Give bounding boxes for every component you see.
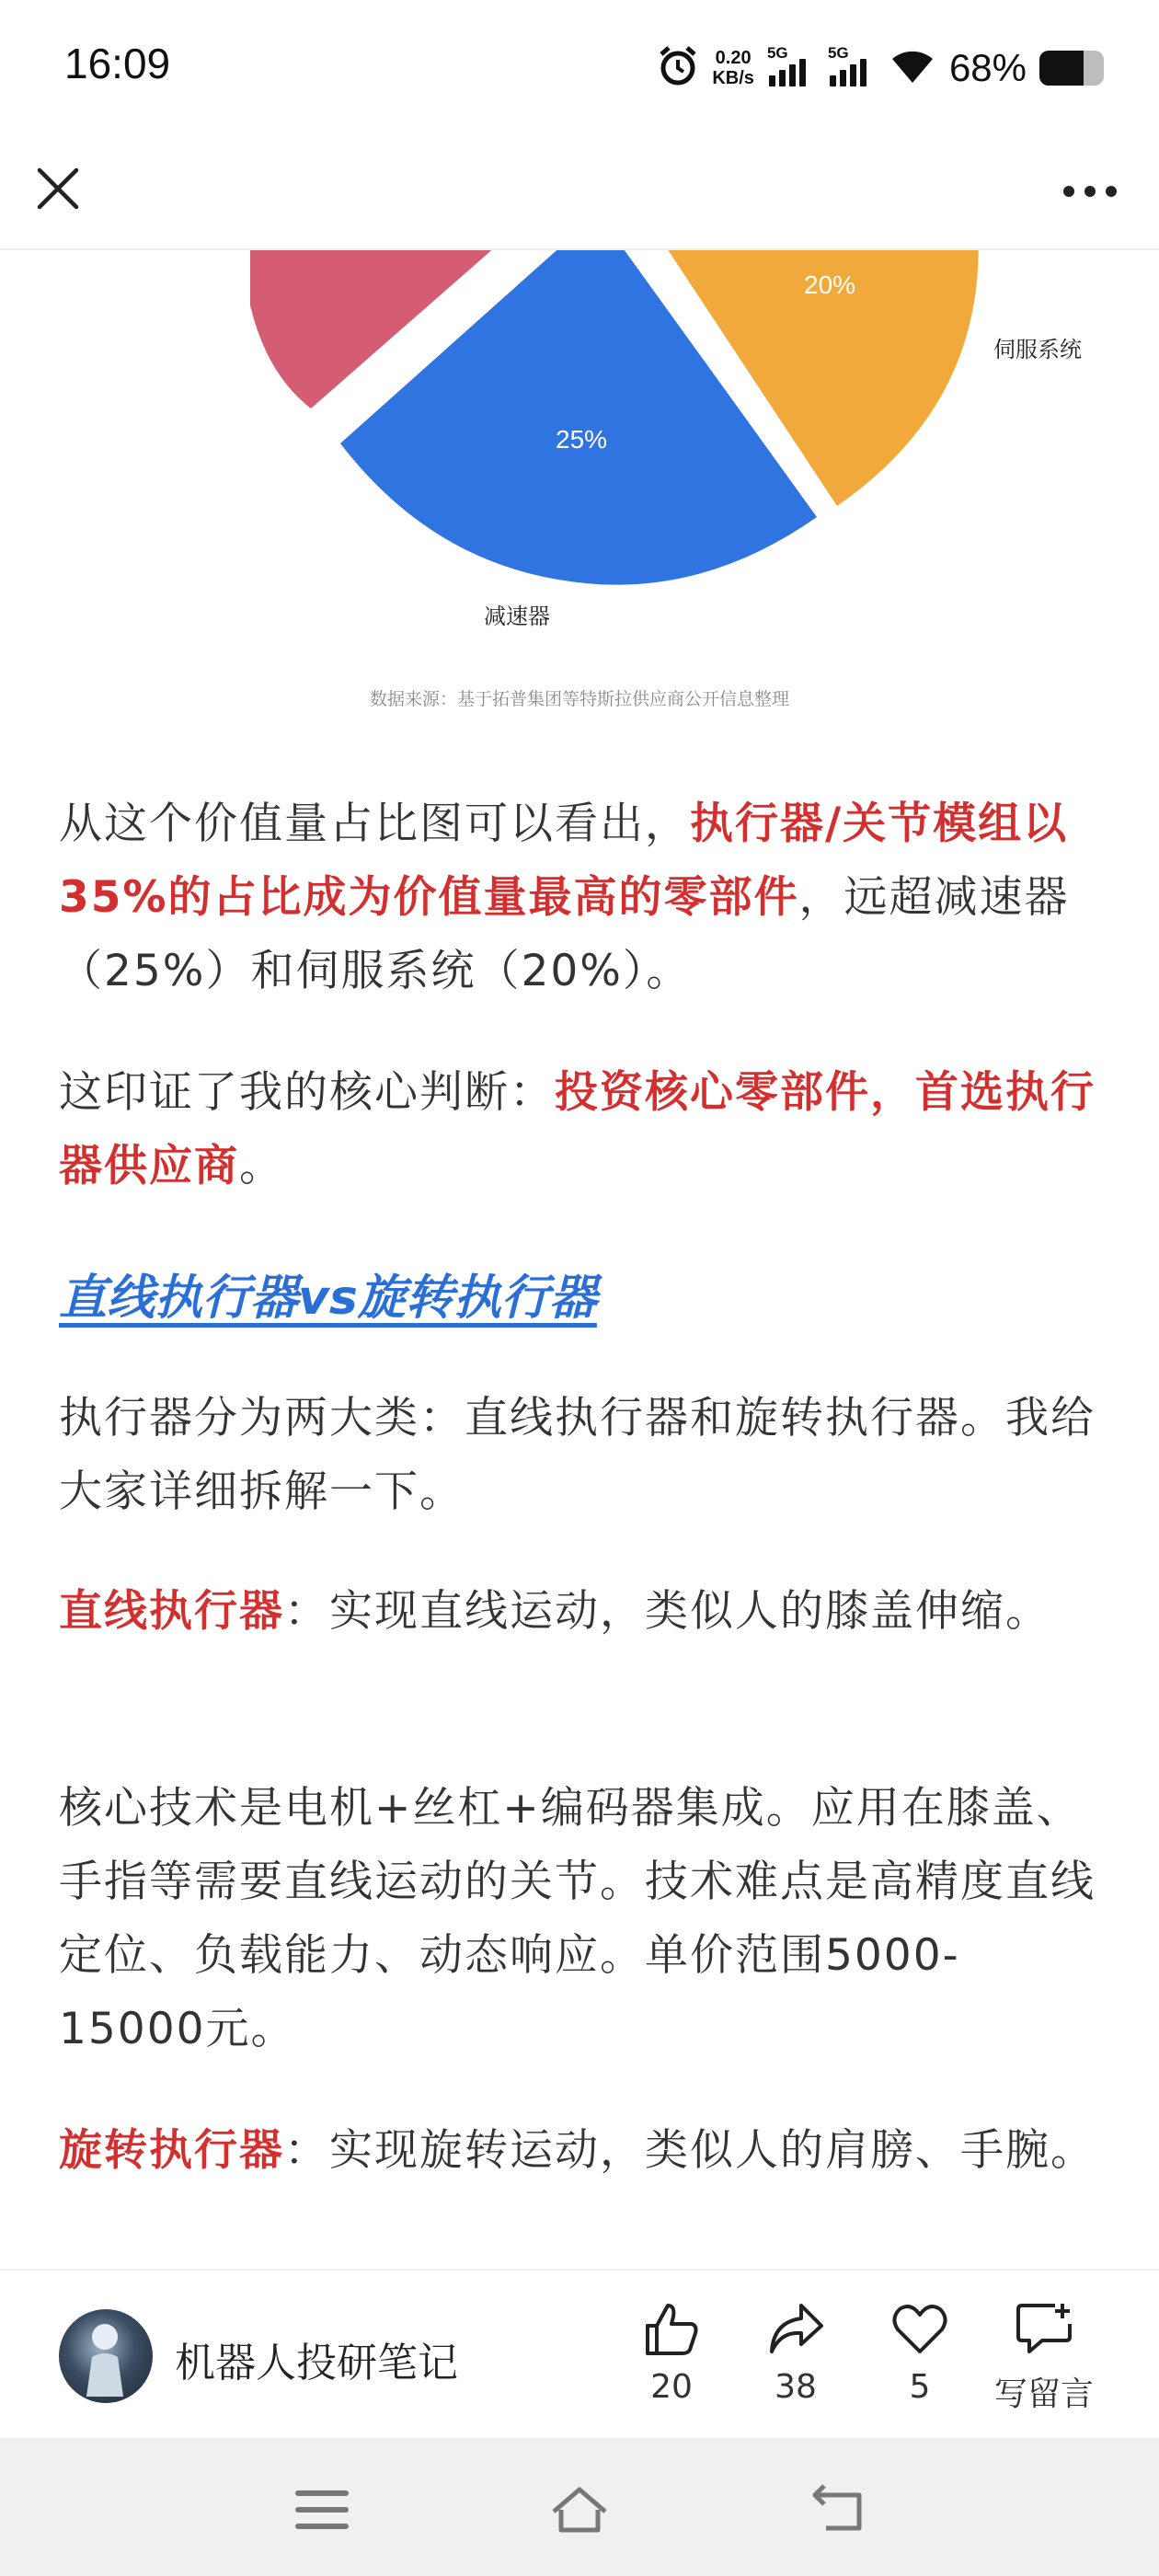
slice-label-reducer: 25% — [556, 425, 608, 454]
comment-add-icon — [989, 2296, 1099, 2363]
top-nav — [0, 138, 1159, 250]
favorite-button[interactable] — [865, 2296, 975, 2406]
status-bar — [0, 0, 1159, 138]
signal-icon — [766, 44, 815, 86]
paragraph-2-text-c: 。 — [239, 1141, 284, 1191]
paragraph-4-text: ：实现直线运动，类似人的膝盖伸缩。 — [284, 1586, 1050, 1637]
paragraph-2-highlight: 投资核心零部件，首选执行器供应商 — [59, 1067, 1096, 1191]
menu-icon[interactable] — [293, 2484, 351, 2536]
battery-icon — [1039, 51, 1104, 86]
bottom-action-bar — [0, 2269, 1159, 2440]
comment-button[interactable] — [989, 2296, 1099, 2415]
paragraph-4 — [59, 1575, 1098, 1649]
paragraph-6 — [59, 2114, 1098, 2188]
paragraph-6-text: ：实现旋转运动，类似人的肩膀、手腕。 — [284, 2125, 1096, 2176]
author-avatar[interactable] — [59, 2309, 153, 2403]
status-icons — [657, 40, 1104, 96]
chart-source-note: 数据来源：基于拓普集团等特斯拉供应商公开信息整理 — [369, 689, 789, 709]
category-label-servo: 伺服系统 — [993, 337, 1082, 362]
heart-icon — [865, 2296, 975, 2363]
network-speed — [712, 48, 754, 88]
pie-chart — [0, 250, 1159, 729]
favorite-count: 5 — [909, 2368, 931, 2406]
sim2-label: 5G — [827, 44, 849, 62]
alarm-icon — [657, 45, 699, 91]
section-title-link[interactable]: 直线执行器vs旋转执行器 — [59, 1271, 597, 1326]
paragraph-1-highlight: 执行器/关节模组以35%的占比成为价值量最高的零部件 — [59, 799, 1069, 923]
paragraph-1 — [59, 788, 1098, 1008]
author-name[interactable]: 机器人投研笔记 — [175, 2340, 458, 2386]
home-icon[interactable] — [550, 2484, 609, 2536]
network-speed-unit: KB/s — [712, 68, 754, 88]
comment-label: 写留言 — [993, 2375, 1094, 2413]
pie-chart-svg — [0, 250, 1159, 729]
battery-fill — [1039, 51, 1084, 86]
slice-label-servo: 20% — [804, 270, 856, 299]
paragraph-1-text-c: ，远超减速器（25%）和伺服系统（20%）。 — [59, 872, 1070, 996]
category-label-reducer: 减速器 — [484, 604, 550, 629]
share-count: 38 — [775, 2368, 817, 2406]
like-count: 20 — [650, 2368, 693, 2406]
paragraph-2-text-a: 这印证了我的核心判断： — [59, 1067, 555, 1118]
paragraph-4-highlight: 直线执行器 — [59, 1586, 284, 1637]
share-icon — [740, 2296, 851, 2363]
close-icon[interactable] — [35, 166, 81, 212]
paragraph-2 — [59, 1056, 1098, 1203]
signal-icon — [827, 44, 876, 86]
more-icon[interactable] — [1058, 173, 1122, 210]
like-button[interactable] — [616, 2296, 727, 2406]
back-icon[interactable] — [809, 2484, 868, 2536]
paragraph-1-text-a: 从这个价值量占比图可以看出， — [59, 799, 690, 849]
paragraph-5: 核心技术是电机+丝杠+编码器集成。应用在膝盖、手指等需要直线运动的关节。技术难点是高精度直线定位、负载能力、动态响应。单价范围5000-15000元。 — [59, 1783, 1096, 2054]
share-button[interactable] — [740, 2296, 851, 2406]
paragraph-3: 执行器分为两大类：直线执行器和旋转执行器。我给大家详细拆解一下。 — [59, 1393, 1096, 1517]
wifi-icon — [889, 48, 936, 88]
paragraph-6-highlight: 旋转执行器 — [59, 2125, 284, 2176]
sim1-label: 5G — [766, 44, 788, 62]
status-time: 16:09 — [64, 40, 171, 87]
battery-percent: 68% — [948, 46, 1027, 89]
network-speed-value: 0.20 — [715, 48, 752, 68]
thumbs-up-icon — [616, 2296, 727, 2363]
